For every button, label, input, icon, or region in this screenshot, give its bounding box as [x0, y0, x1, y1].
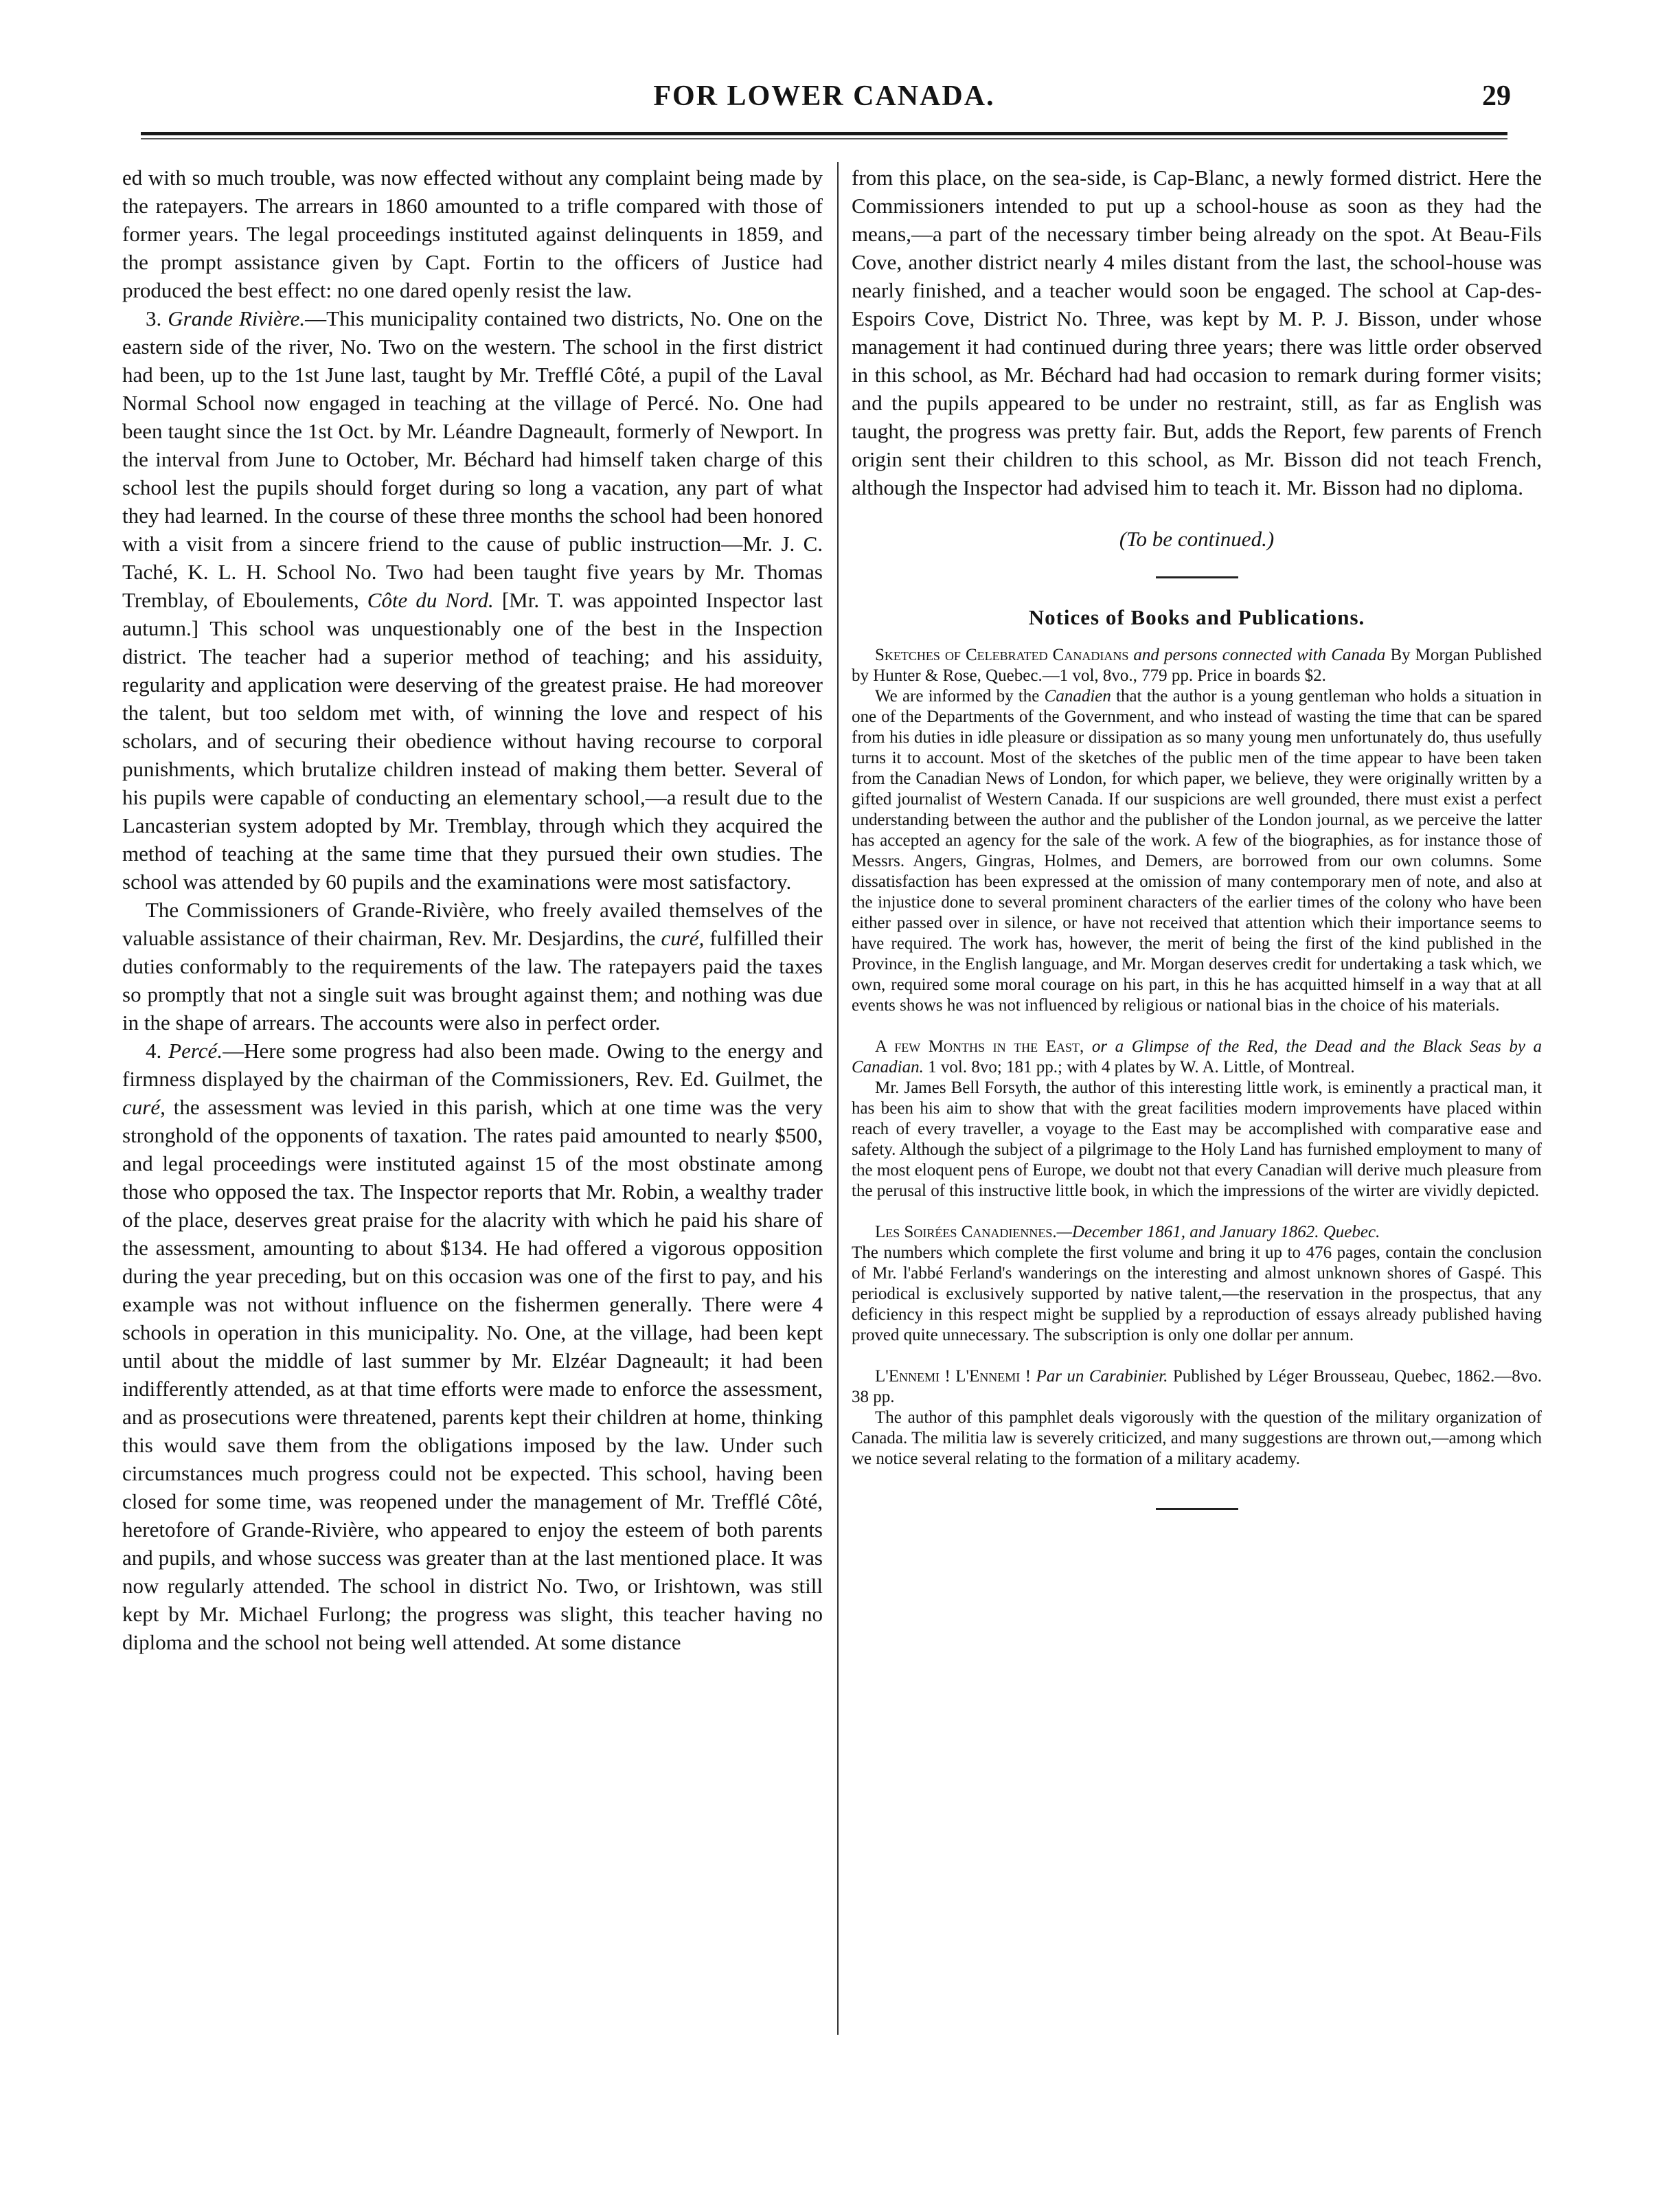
header-rule: [141, 132, 1507, 135]
paragraph-continuation: ed with so much trouble, was now effected without any complaint being made by the ratepayers. The arrears in 1860 amounted to a trifle compared with those of former years. The legal proceedings instituted against delinquents in 1859, and the prompt assistance given by Capt. Fortin to the officers of Justice had produced the best effect: no one dared openly resist the law.: [122, 166, 823, 302]
review-heading: L'Ennemi ! L'Ennemi ! Par un Carabinier. Published by Léger Brousseau, Quebec, 1862.—8vo. 38 pp.: [852, 1367, 1542, 1406]
end-rule: [1156, 1508, 1238, 1510]
column-divider: [837, 162, 839, 2035]
review-heading: Sketches of Celebrated Canadians and persons connected with Canada By Morgan Published by Hunter & Rose, Quebec.—1 vol, 8vo., 779 pp. Price in boards $2.: [852, 646, 1543, 685]
section-title-notices: Notices of Books and Publications.: [1028, 605, 1365, 629]
to-be-continued: (To be continued.): [1119, 527, 1275, 551]
header-rule-thin: [141, 138, 1507, 139]
review-soirees: [852, 1222, 1542, 1346]
right-column: [852, 163, 1542, 1510]
review-heading: A few Months in the East, or a Glimpse of the Red, the Dead and the Black Seas by a Canadian. 1 vol. 8vo; 181 pp.; with 4 plates by W. A. Little, of Montreal.: [852, 1037, 1542, 1076]
page-header: [137, 80, 1511, 128]
paragraph-commissioners: The Commissioners of Grande-Rivière, who freely availed themselves of the valuable assistance of their chairman, Rev. Mr. Desjardins, the curé, fulfilled their duties conformably to the requirements of the law. The ratepayers paid the taxes so promptly that not a single suit was brought against them; and nothing was due in the shape of arrears. The accounts were also in perfect order.: [122, 898, 823, 1035]
review-body: Mr. James Bell Forsyth, the author of this interesting little work, is eminently a practical man, it has been his aim to show that with the great facilities modern improvements have placed within reach of every traveller, a voyage to the East may be accomplished with comparative ease and safety. Although the subject of a pilgrimage to the Holy Land has furnished employment to many of the most eloquent pens of Europe, we doubt not that every Canadian will derive much pleasure from the perusal of this instructive little book, in which the impressions of the wirter are vividly depicted.: [852, 1079, 1542, 1200]
section-title-perce: Percé.: [168, 1039, 223, 1063]
paragraph-perce: 4. Percé.—Here some progress had also been made. Owing to the energy and firmness displayed by the chairman of the Commissioners, Rev. Ed. Guilmet, the curé, the assessment was levied in this parish, which at one time was the very stronghold of the opponents of taxation. The rates paid amounted to nearly $500, and legal proceedings were instituted against 15 of the most obstinate among those who opposed the tax. The Inspector reports that Mr. Robin, a wealthy trader of the place, deserves great praise for the alacrity with which he paid his share of the assessment, amounting to about $134. He had offered a vigorous opposition during the year preceding, but on this occasion was one of the first to pay, and his example was not without influence on the fishermen generally. There were 4 schools in operation in this municipality. No. One, at the village, had been kept until about the middle of last summer by Mr. Elzéar Dagneault; it had been indifferently attended, as at that time efforts were made to enforce the assessment, and as prosecutions were threatened, parents kept their children at home, thinking this would save them from the obligations imposed by the law. Under such circumstances much progress could not be expected. This school, having been closed for some time, was reopened under the management of Mr. Trefflé Côté, heretofore of Grande-Rivière, who appeared to enjoy the esteem of both parents and pupils, and whose success was greater than at the last mentioned place. It was now regularly attended. The school in district No. Two, or Irishtown, was still kept by Mr. Michael Furlong; the progress was slight, this teacher having no diploma and the school not being well attended. At some distance: [122, 1039, 823, 1654]
section-title-grande-riviere: Grande Rivière.: [168, 306, 306, 330]
left-column: [122, 163, 823, 1656]
page-number: 29: [1482, 80, 1511, 112]
running-head: FOR LOWER CANADA.: [653, 80, 995, 112]
paragraph-cap-blanc: from this place, on the sea-side, is Cap-Blanc, a newly formed district. Here the Commissioners intended to put up a school-house as soon as they had the means,—a part of the necessary timber being already on the spot. At Beau-Fils Cove, another district nearly 4 miles distant from the last, the school-house was nearly finished, and a teacher would soon be engaged. The school at Cap-des-Espoirs Cove, District No. Three, was kept by M. P. J. Bisson, under whose management it had continued during three years; there was little order observed in this school, as Mr. Béchard had had occasion to remark during former visits; and the pupils appeared to be under no restraint, still, as far as English was taught, the progress was pretty fair. But, adds the Report, few parents of French origin sent their children to this school, as Mr. Bisson did not teach French, although the Inspector had advised him to teach it. Mr. Bisson had no diploma.: [852, 166, 1542, 499]
review-sketches: [852, 645, 1542, 1016]
section-number: 3.: [146, 306, 162, 330]
section-number: 4.: [146, 1039, 162, 1063]
section-rule: [1156, 576, 1238, 578]
review-body: The author of this pamphlet deals vigorously with the question of the military organization of Canada. The militia law is severely criticized, and many suggestions are thrown out,—among which we notice several relating to the formation of a military academy.: [852, 1408, 1542, 1468]
review-east: [852, 1037, 1542, 1201]
paragraph-grande-riviere: 3. Grande Rivière.—This municipality contained two districts, No. One on the eastern side of the river, No. Two on the western. The school in the first district had been, up to the 1st June last, taught by Mr. Trefflé Côté, a pupil of the Laval Normal School now engaged in teaching at the village of Percé. No. One had been taught since the 1st Oct. by Mr. Léandre Dagneault, formerly of Newport. In the interval from June to October, Mr. Béchard had himself taken charge of this school lest the pupils should forget during so long a vacation, any part of what they had learned. In the course of these three months the school had been honored with a visit from a sincere friend to the cause of public instruction—Mr. J. C. Taché, K. L. H. School No. Two had been taught five years by Mr. Thomas Tremblay, of Eboulements, Côte du Nord. [Mr. T. was appointed Inspector last autumn.] This school was unquestionably one of the best in the Inspection district. The teacher had a superior method of teaching; and his assiduity, regularity and application were deserving of the greatest praise. He had moreover the talent, but too seldom met with, of winning the love and respect of his scholars, and of securing their obedience without having recourse to corporal punishments, which brutalize children instead of making them better. Several of his pupils were capable of conducting an elementary school,—a result due to the Lancasterian system adopted by Mr. Tremblay, through which they acquired the method of teaching at the same time that they pursued their own studies. The school was attended by 60 pupils and the examinations were most satisfactory.: [122, 306, 823, 894]
review-body: The numbers which complete the first volume and bring it up to 476 pages, contain the conclusion of Mr. l'abbé Ferland's wanderings on the interesting and almost unknown shores of Gaspé. This periodical is exclusively supported by native talent,—the reservation in the prospectus, that any deficiency in this respect might be supplied by a reproduction of essays already published having proved quite unnecessary. The subscription is only one dollar per annum.: [852, 1243, 1542, 1344]
reviews: [852, 645, 1542, 1469]
review-ennemi: [852, 1366, 1542, 1469]
review-body: We are informed by the Canadien that the author is a young gentleman who holds a situation in one of the Departments of the Government, and who instead of wasting the time that can be spared from his duties in idle pleasure or dissipation as so many young men unfortunately do, thus usefully turns it to account. Most of the sketches of the public men of the time appear to have been taken from the Canadian News of London, for which paper, we believe, they were originally written by a gifted journalist of Western Canada. If our suspicions are well grounded, there must exist a perfect understanding between the author and the publisher of the London journal, as we perceive the latter has accepted an agency for the sale of the work. A few of the biographies, as for instance those of Messrs. Angers, Gingras, Holmes, and Demers, are borrowed from our own columns. Some dissatisfaction has been expressed at the omission of many contemporary men of note, and also at the injustice done to several prominent characters of the earlier times of the colony who have been either passed over in silence, or have not received that attention which their importance seems to have required. The work has, however, the merit of being the first of the kind published in the Province, in the English language, and Mr. Morgan deserves credit for undertaking a task which, we own, required some moral courage on his part, in this he has acquitted himself in a way that at all events shows he was not influenced by religious or national bias in the choice of his materials.: [852, 687, 1543, 1015]
review-heading: Les Soirées Canadiennes.—December 1861, and January 1862. Quebec.: [875, 1223, 1380, 1241]
